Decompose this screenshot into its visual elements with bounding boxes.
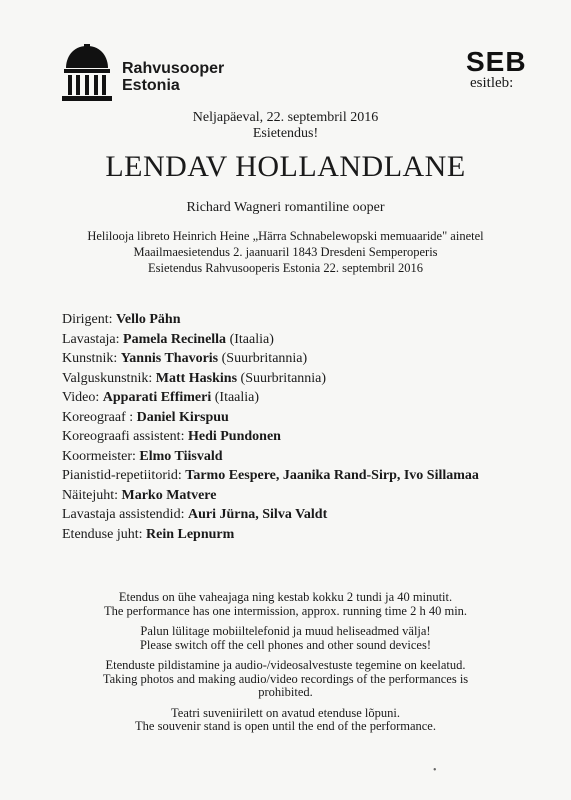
opera-house-icon: [62, 44, 112, 102]
phones-notice: [0, 625, 571, 652]
credits-list: [62, 310, 562, 544]
credit-name: Auri Jürna, Silva Valdt: [187, 507, 328, 522]
credit-note: (Itaalia): [226, 331, 274, 347]
sponsor-presents: esitleb:: [470, 75, 514, 91]
duration-et: Etendus on ühe vaheajaga ning kestab kokku 2 tundi ja 40 minutit.: [118, 590, 453, 604]
credit-role: Dirigent:: [62, 312, 117, 327]
premiere-label: Esietendus!: [252, 126, 319, 141]
credit-name: Pamela Recinella: [123, 331, 227, 347]
speck-mark: •: [433, 765, 437, 776]
opera-title: LENDAV HOLLANDLANE: [105, 150, 466, 183]
logo-line-2: Estonia: [122, 77, 180, 94]
libretto-note: Helilooja libreto Heinrich Heine „Härra Schnabelewopski memuaaride" ainetel: [87, 229, 484, 243]
performance-date: Neljapäeval, 22. septembril 2016: [192, 110, 379, 125]
logo-wordmark: [122, 60, 224, 94]
credit-role: Koreograafi assistent:: [62, 429, 188, 444]
duration-notice: [0, 591, 571, 618]
credit-row: [62, 310, 562, 330]
logo-line-1: Rahvusooper: [122, 60, 225, 77]
credit-name: Daniel Kirspuu: [136, 409, 229, 425]
credit-row: [62, 369, 562, 389]
credit-role: Koreograaf :: [62, 409, 137, 425]
credit-row: [62, 349, 562, 369]
credit-row: [62, 447, 562, 467]
souvenir-en: The souvenir stand is open until the end of the performance.: [135, 719, 436, 733]
photo-en-1: Taking photos and making audio/video recordings of the performances is: [102, 671, 469, 686]
credit-row: [62, 388, 562, 408]
credit-name: Tarmo Eespere, Jaanika Rand-Sirp, Ivo Sillamaa: [185, 468, 479, 483]
credit-role: Kunstnik:: [62, 351, 121, 366]
credit-row: [62, 330, 562, 350]
credit-row: [62, 486, 562, 506]
rahvusooper-estonia-logo: [62, 44, 232, 104]
credit-row: [62, 505, 562, 525]
credit-note: (Suurbritannia): [237, 370, 327, 386]
duration-en: The performance has one intermission, approx. running time 2 h 40 min.: [103, 603, 468, 618]
credit-name: Hedi Pundonen: [187, 429, 281, 444]
credit-role: Lavastaja:: [62, 331, 124, 347]
credit-role: Koormeister:: [62, 448, 140, 464]
credit-note: (Suurbritannia): [218, 351, 308, 366]
credit-role: Pianistid-repetiitorid:: [62, 468, 186, 483]
credit-note: (Itaalia): [211, 390, 260, 405]
photo-notice: [0, 659, 571, 700]
credit-name: Marko Matvere: [121, 487, 217, 503]
local-premiere-note: Esietendus Rahvusooperis Estonia 22. septembril 2016: [148, 261, 423, 275]
credit-name: Matt Haskins: [155, 370, 238, 386]
credit-row: [62, 525, 562, 545]
credit-name: Vello Pähn: [116, 312, 181, 327]
sponsor-block: [466, 48, 546, 92]
phones-et: Palun lülitage mobiiltelefonid ja muud heliseadmed välja!: [140, 624, 431, 638]
photo-en-2: prohibited.: [258, 685, 313, 699]
credit-row: [62, 466, 562, 486]
credit-name: Elmo Tiisvald: [139, 448, 223, 464]
audience-info: [0, 591, 571, 741]
credit-role: Video:: [62, 390, 103, 405]
phones-en: Please switch off the cell phones and other sound devices!: [139, 637, 431, 652]
world-premiere-note: Maailmaesietendus 2. jaanuaril 1843 Dresdeni Semperoperis: [133, 245, 438, 259]
credit-name: Apparati Effimeri: [102, 390, 212, 405]
credit-role: Lavastaja assistendid:: [62, 507, 188, 522]
credit-role: Näitejuht:: [62, 487, 122, 503]
credit-role: Valguskunstnik:: [62, 370, 156, 386]
souvenir-et: Teatri suveniirilett on avatud etenduse lõpuni.: [171, 705, 400, 720]
opera-subtitle: Richard Wagneri romantiline ooper: [186, 200, 385, 215]
credit-role: Etenduse juht:: [62, 526, 146, 542]
photo-et: Etenduste pildistamine ja audio-/videosalvestuste tegemine on keelatud.: [105, 658, 466, 672]
credit-row: [62, 427, 562, 447]
credit-name: Yannis Thavoris: [120, 351, 219, 366]
seb-logo: SEB: [466, 46, 527, 77]
credit-name: Rein Lepnurm: [146, 526, 235, 542]
credit-row: [62, 408, 562, 428]
souvenir-notice: [0, 707, 571, 734]
